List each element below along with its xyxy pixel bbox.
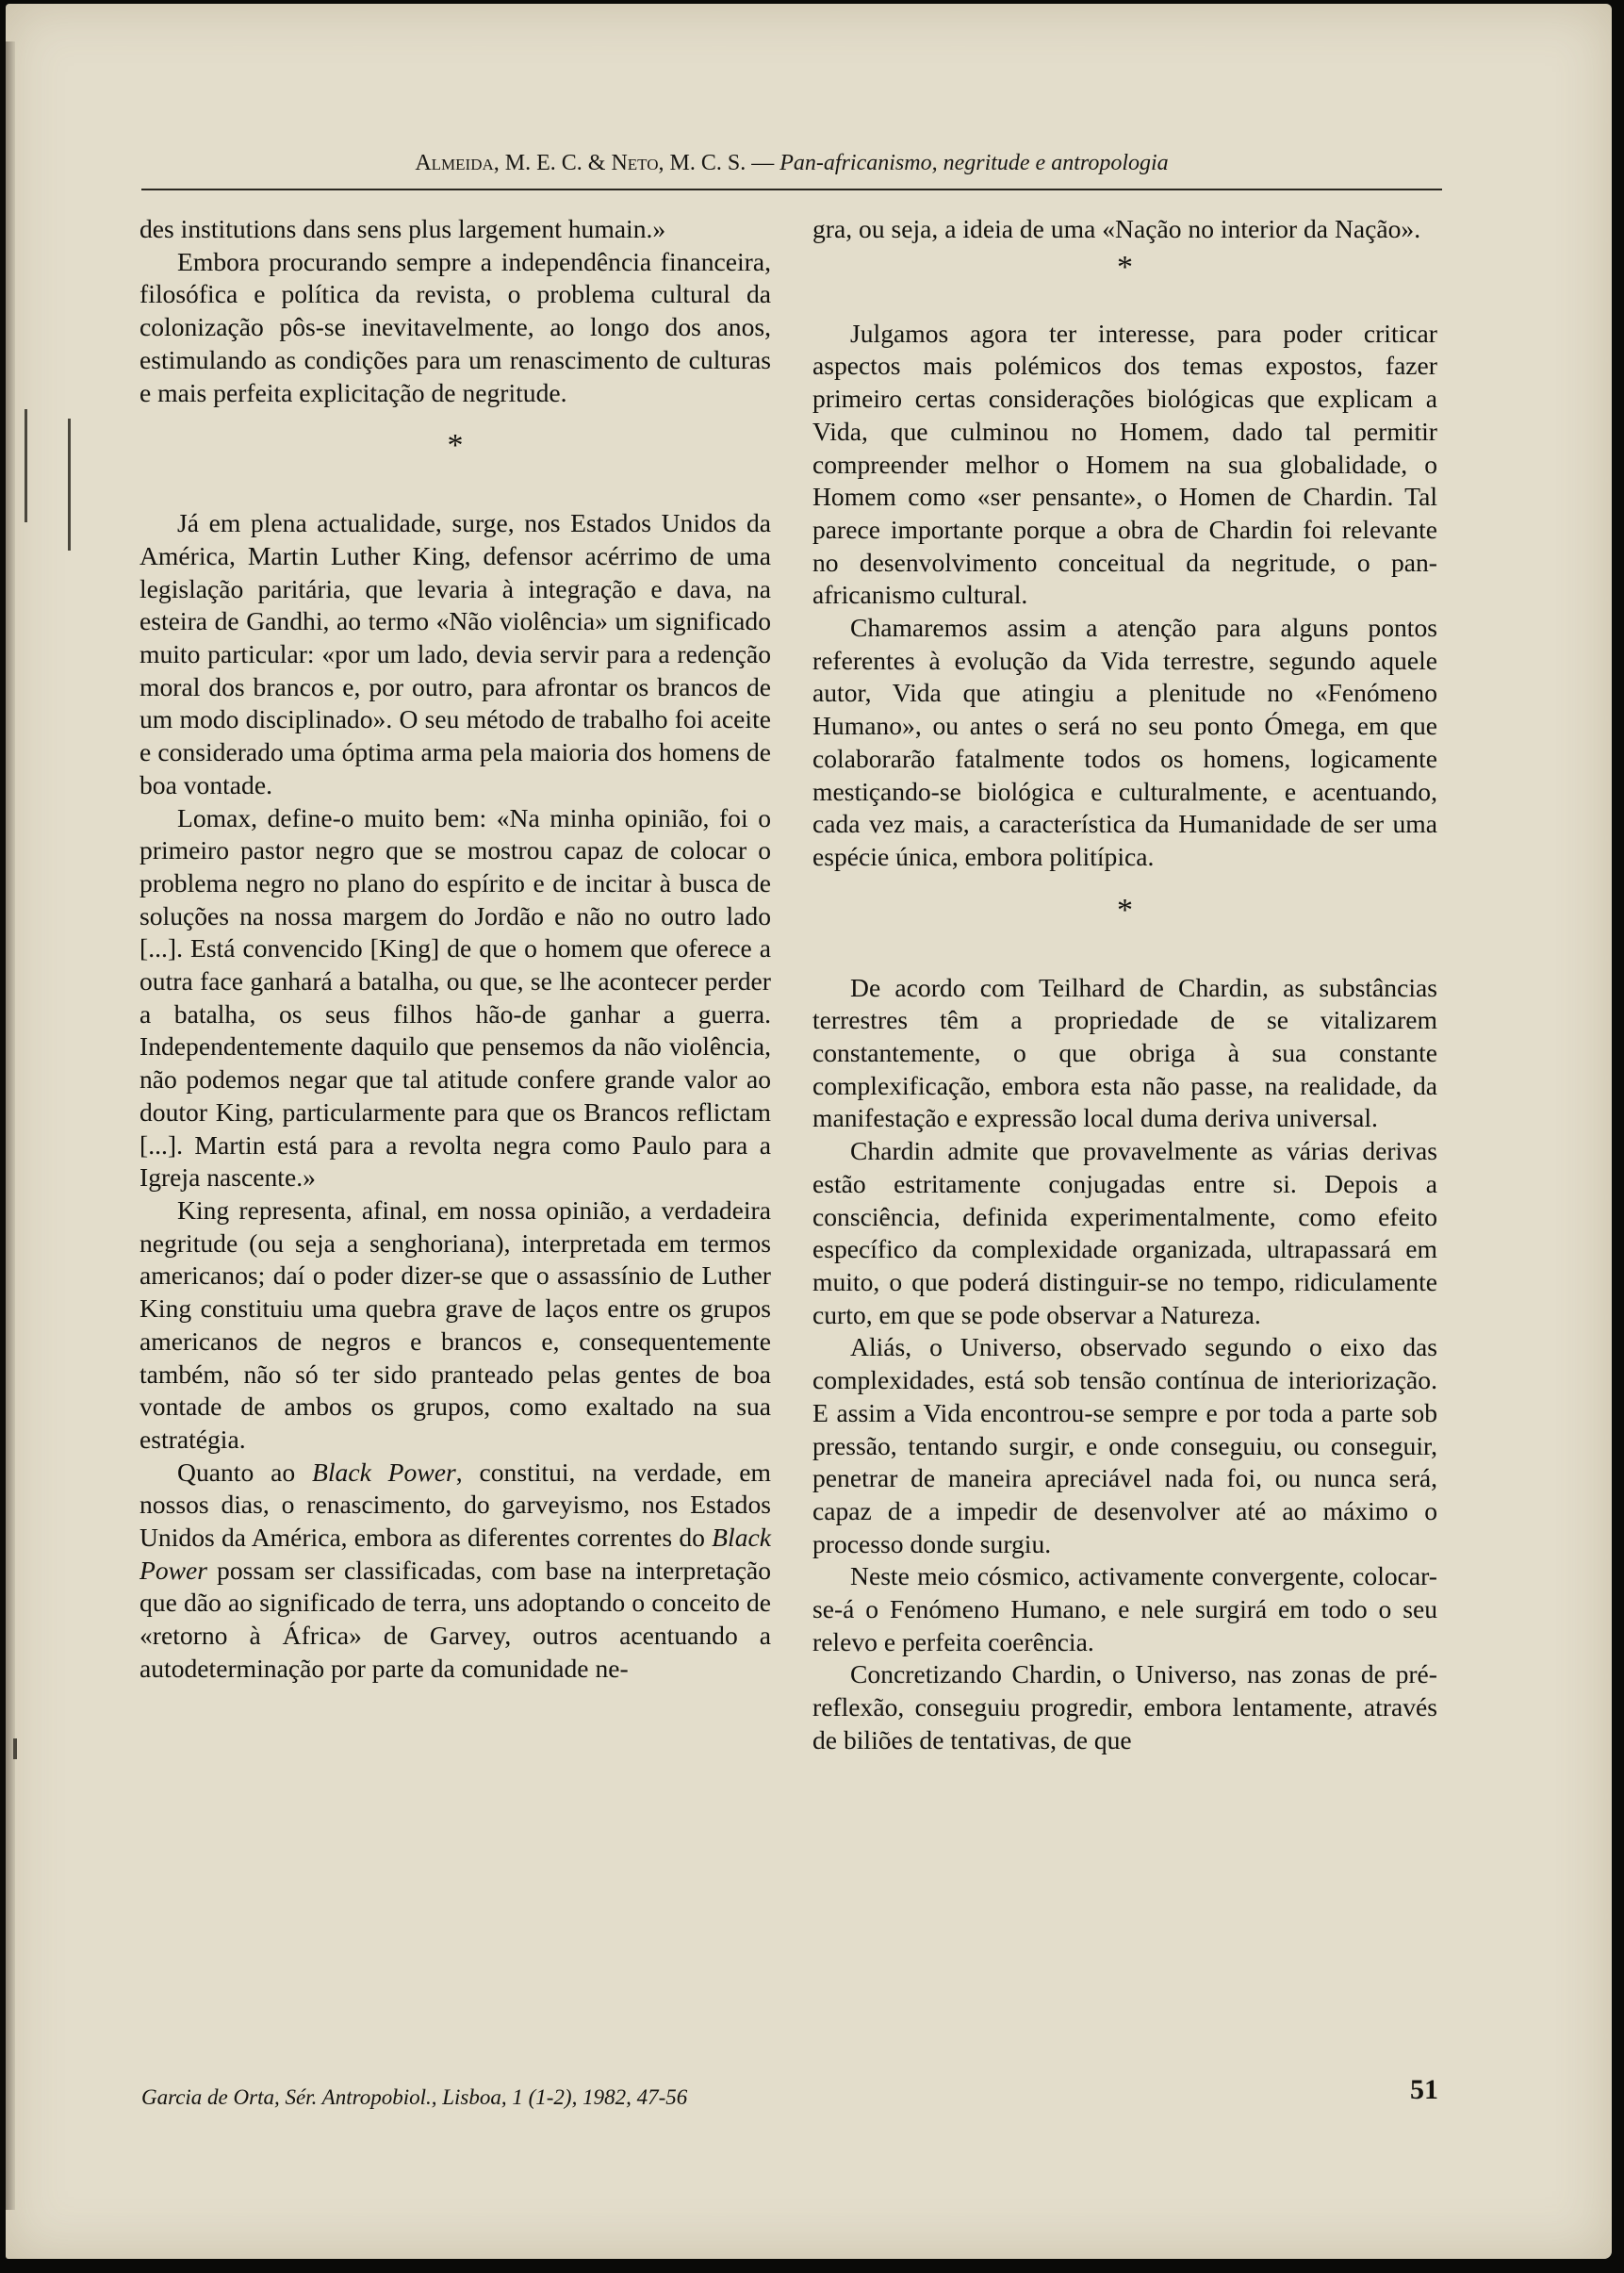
section-separator: * [1117,249,1133,285]
author-initials: , M. C. S. — [658,151,780,175]
section-separator: * [1117,892,1133,928]
author-initials: , M. E. C. & [493,151,612,175]
left-column [139,213,771,1686]
paragraph: De acordo com Teilhard de Chardin, as substâncias terrestres têm a propriedade de se vitalizarem constantemente, o que obriga à sua constante complexificação, embora esta não passe, na realidade, da manifestação e expressão local duma deriva universal. [812,972,1437,1133]
binding-mark [68,419,71,551]
paragraph: des institutions dans sens plus largement humain.» [139,214,666,243]
paragraph: Embora procurando sempre a independência financeira, filosófica e política da revista, o problema cultural da colonização pôs-se inevitavelmente, ao longo dos anos, estimulando as condições para um renascimento de culturas e mais perfeita explicitação de negritude. [139,246,771,407]
paragraph: Julgamos agora ter interesse, para poder criticar aspectos mais polémicos dos temas expostos, fazer primeiro certas considerações biológicas que explicam a Vida, que culminou no Homem, dado tal permitir compreender melhor o Homem na sua globalidade, o Homem como «ser pensante», o Homen de Chardin. Tal parece importante porque a obra de Chardin foi relevante no desenvolvimento conceitual da negritude, o pan-africanismo cultural. [812,318,1437,610]
journal-citation: Garcia de Orta, Sér. Antropobiol., Lisboa, 1 (1-2), 1982, 47-56 [141,2085,688,2109]
binding-mark [13,1738,17,1759]
page-number: 51 [1410,2074,1438,2105]
text-run: Quanto ao [177,1457,313,1487]
author-name: Neto [611,151,659,175]
paragraph: Neste meio cósmico, activamente convergente, colocar-se-á o Fenómeno Humano, e nele surgirá em todo o seu relevo e perfeita coerência. [812,1561,1437,1656]
binding-mark [25,409,27,522]
paragraph: gra, ou seja, a ideia de uma «Nação no interior da Nação». [812,214,1421,243]
paragraph: Lomax, define-o muito bem: «Na minha opinião, foi o primeiro pastor negro que se mostrou capaz de colocar o problema negro no plano do espírito e de incitar à busca de soluções na nossa margem do Jordão e não no outro lado [...]. Está convencido [King] de que o homem que oferece a outra face ganhará a batalha, ou que, se lhe acontecer perder a batalha, os seus filhos hão-de ganhar a guerra. Independentemente daquilo que pensemos da não violência, não podemos negar que tal atitude confere grande valor ao doutor King, particularmente para que os Brancos reflictam [...]. Martin está para a revolta negra como Paulo para a Igreja nascente.» [139,802,771,1193]
paragraph: Chamaremos assim a atenção para alguns pontos referentes à evolução da Vida terrestre, segundo aquele autor, Vida que atingiu a plenitude no «Fenómeno Humano», ou antes o será no seu ponto Ómega, em que colaborarão fatalmente todos os homens, logicamente mestiçando-se biológica e culturalmente, e acentuando, cada vez mais, a característica da Humanidade de ser uma espécie única, embora politípica. [812,613,1437,871]
running-header [151,151,1433,176]
right-column [812,213,1437,1757]
text-run: , constitui, na verdade, em nossos dias, o renascimento, do garveyismo, nos Estados Unidos da América, embora as diferentes correntes do [139,1457,771,1553]
text-run: possam ser classificadas, com base na interpretação que dão ao significado de terra, uns adoptando o conceito de «retorno à África» de Garvey, outros acentuando a autodeterminação por parte da comunidade ne- [139,1555,771,1683]
paragraph: Chardin admite que provavelmente as várias derivas estão estritamente conjugadas entre si. Depois a consciência, definida experimentalmente, como efeito específico da complexidade organizada, ultrapassará em muito, o que poderá distinguir-se no tempo, ridiculamente curto, em que se pode observar a Natureza. [812,1136,1437,1329]
italic-term: Black Power [139,1523,771,1585]
paragraph: Aliás, o Universo, observado segundo o eixo das complexidades, está sob tensão contínua de interiorização. E assim a Vida encontrou-se sempre e por toda a parte sob pressão, tentando surgir, e onde conseguiu, ou conseguir, penetrar de maneira apreciável nada foi, ou nunca será, capaz de a impedir de desenvolver até ao máximo o processo donde surgiu. [812,1332,1437,1558]
italic-term: Black Power [312,1457,456,1487]
section-separator: * [447,428,464,464]
author-name: Almeida [415,151,494,175]
header-rule [141,189,1442,190]
paragraph: Já em plena actualidade, surge, nos Estados Unidos da América, Martin Luther King, defensor acérrimo de uma legislação paritária, que levaria à integração e dava, na esteira de Gandhi, ao termo «Não violência» um significado muito particular: «por um lado, devia servir para a redenção moral dos brancos e, por outro, para afrontar os brancos de um modo disciplinado». O seu método de trabalho foi aceite e considerado uma óptima arma pela maioria dos homens de boa vontade. [139,508,771,799]
paragraph: Concretizando Chardin, o Universo, nas zonas de pré-reflexão, conseguiu progredir, embora lentamente, através de biliões de tentativas, de que [812,1659,1437,1754]
paragraph [139,1457,771,1686]
article-title: Pan-africanismo, negritude e antropologia [779,151,1169,175]
paragraph: King representa, afinal, em nossa opinião, a verdadeira negritude (ou seja a senghoriana), interpretada em termos americanos; daí o poder dizer-se que o assassínio de Luther King constituiu uma quebra grave de laços entre os grupos americanos de negros e brancos e, consequentemente também, não só ter sido pranteado pelas gentes de boa vontade de ambos os grupos, como exaltado na sua estratégia. [139,1194,771,1454]
